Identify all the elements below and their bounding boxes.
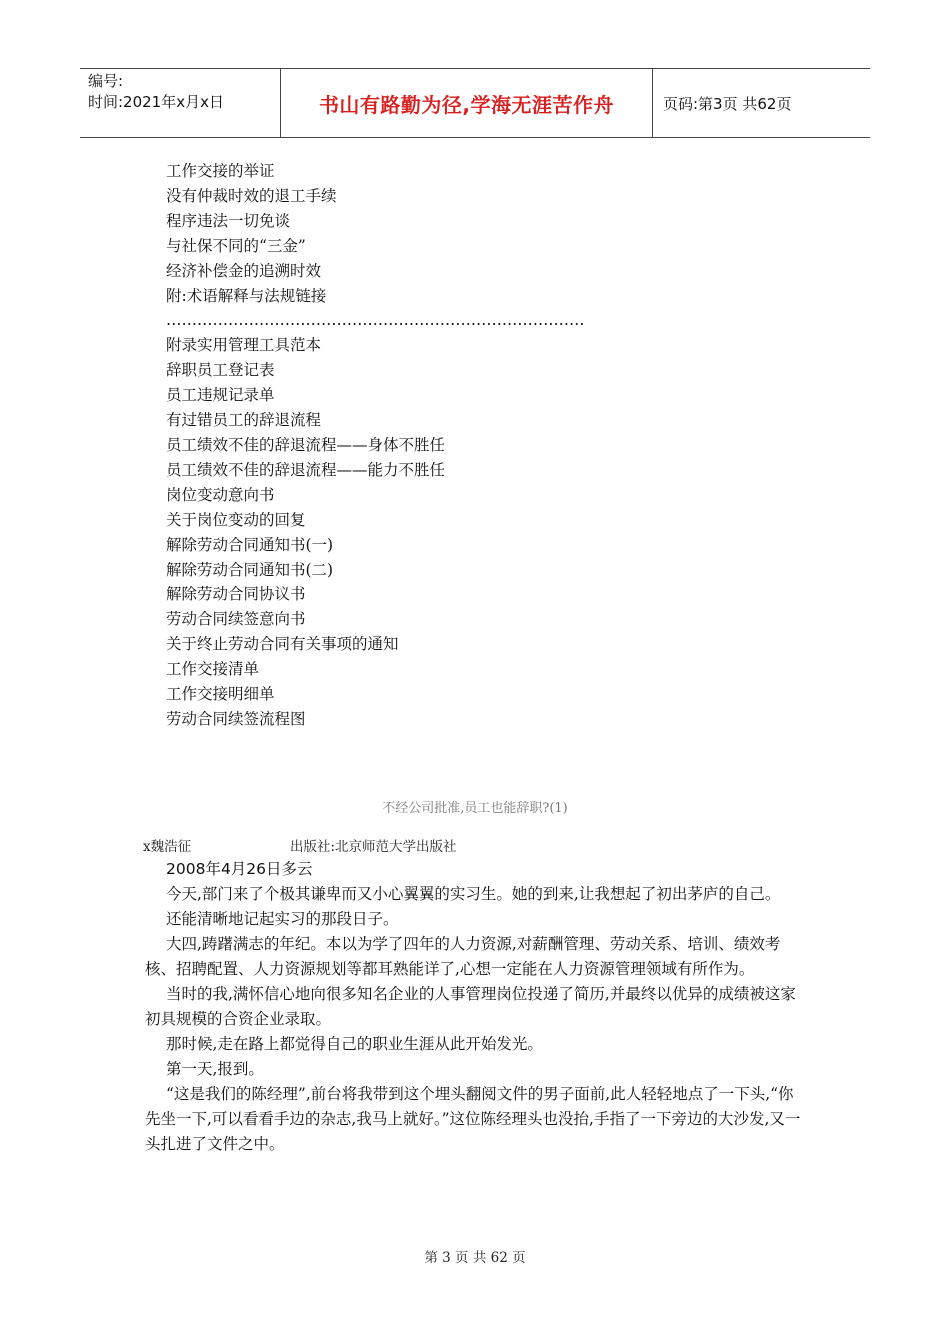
page-footer: 第 3 页 共 62 页 (424, 1250, 526, 1266)
toc-item: 有过错员工的辞退流程 (166, 411, 322, 430)
header-meta-cell (80, 69, 281, 137)
paragraph: 今天,部门来了个极其谦卑而又小心翼翼的实习生。她的到来,让我想起了初出茅庐的自己。 (166, 885, 781, 903)
table-of-contents (166, 159, 585, 732)
header-page-info-cell (653, 69, 870, 137)
toc-item: 经济补偿金的追溯时效 (166, 261, 322, 280)
header-motto-cell (281, 69, 653, 137)
page-header (80, 68, 870, 138)
toc-item: 解除劳动合同通知书(二) (166, 560, 334, 579)
paragraph: 第一天,报到。 (166, 1060, 264, 1078)
paragraph: 当时的我,满怀信心地向很多知名企业的人事管理岗位投递了简历,并最终以优异的成绩被这家初具规模的合资企业录取。 (145, 985, 796, 1028)
document-number-label: 编号: (88, 72, 124, 90)
toc-item: 劳动合同续签流程图 (166, 709, 306, 728)
toc-item: 程序违法一切免谈 (166, 211, 291, 230)
toc-item: 关于岗位变动的回复 (166, 510, 306, 529)
toc-item: 工作交接清单 (166, 660, 260, 679)
toc-item: 工作交接的举证 (166, 162, 275, 180)
toc-item: 辞职员工登记表 (166, 361, 275, 380)
document-time-label: 时间:2021年x月x日 (88, 93, 224, 111)
header-motto: 书山有路勤为径,学海无涯苦作舟 (318, 92, 615, 117)
toc-item: 与社保不同的“三金” (166, 236, 306, 255)
toc-item: 关于终止劳动合同有关事项的通知 (166, 635, 399, 654)
article-body (145, 857, 805, 1157)
paragraph: 还能清晰地记起实习的那段日子。 (166, 910, 399, 928)
toc-item: 岗位变动意向书 (166, 485, 275, 504)
toc-separator: ……………………………………………………………………… (166, 311, 585, 330)
publisher: 出版社:北京师范大学出版社 (290, 839, 457, 855)
header-page-info: 页码:第3页 共62页 (663, 94, 792, 113)
paragraph: 那时候,走在路上都觉得自己的职业生涯从此开始发光。 (166, 1035, 543, 1053)
date-line: 2008年4月26日多云 (166, 860, 313, 878)
toc-item: 解除劳动合同通知书(一) (166, 535, 334, 554)
paragraph: “这是我们的陈经理”,前台将我带到这个埋头翻阅文件的男子面前,此人轻轻地点了一下头,“你先坐一下,可以看看手边的杂志,我马上就好。”这位陈经理头也没抬,手指了一下旁边的大沙发,又一头扎进了文件之中。 (145, 1085, 801, 1153)
toc-item: 附:术语解释与法规链接 (166, 286, 327, 305)
author-name: x魏浩征 (143, 839, 192, 855)
toc-item: 没有仲裁时效的退工手续 (166, 186, 337, 205)
toc-item: 附录实用管理工具范本 (166, 336, 322, 355)
toc-item: 员工违规记录单 (166, 386, 275, 405)
author-line (143, 835, 457, 855)
paragraph: 大四,踌躇满志的年纪。本以为学了四年的人力资源,对薪酬管理、劳动关系、培训、绩效考核、招聘配置、人力资源规划等都耳熟能详了,心想一定能在人力资源管理领域有所作为。 (145, 935, 781, 978)
toc-item: 员工绩效不佳的辞退流程——能力不胜任 (166, 460, 446, 479)
chapter-title: 不经公司批准,员工也能辞职?(1) (382, 801, 568, 816)
toc-item: 员工绩效不佳的辞退流程——身体不胜任 (166, 435, 446, 454)
toc-item: 工作交接明细单 (166, 685, 275, 704)
toc-item: 解除劳动合同协议书 (166, 585, 306, 604)
toc-item: 劳动合同续签意向书 (166, 610, 306, 629)
